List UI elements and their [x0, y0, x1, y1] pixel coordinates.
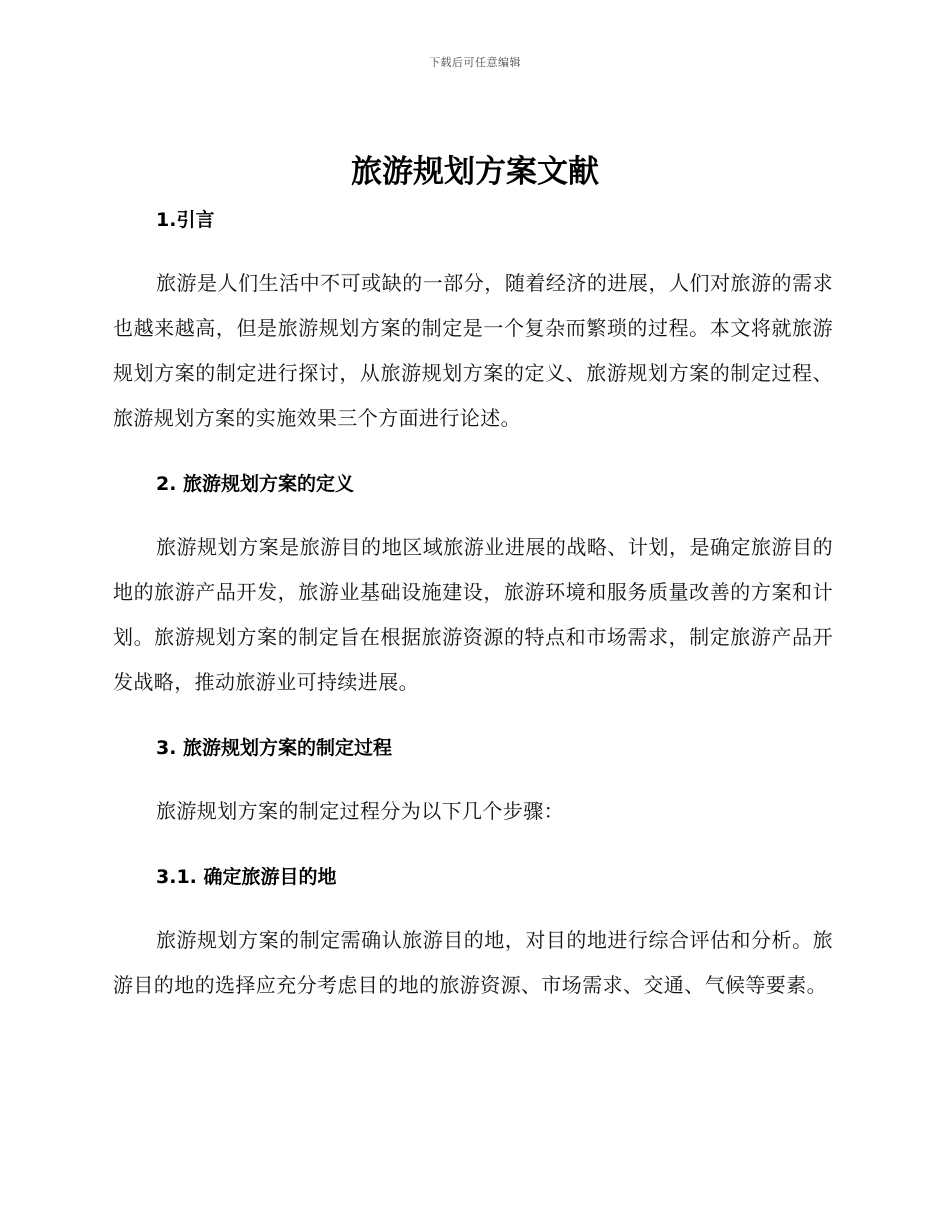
section-heading-process: 3. 旅游规划方案的制定过程	[156, 737, 393, 759]
paragraph-destination: 旅游规划方案的制定需确认旅游目的地，对目的地进行综合评估和分析。旅游目的地的选择应充分考虑目的地的旅游资源、市场需求、交通、气候等要素。	[113, 928, 833, 997]
paragraph-process: 旅游规划方案的制定过程分为以下几个步骤：	[156, 799, 564, 823]
paragraph-definition: 旅游规划方案是旅游目的地区域旅游业进展的战略、计划，是确定旅游目的地的旅游产品开发，旅游业基础设施建设，旅游环境和服务质量改善的方案和计划。旅游规划方案的制定旨在根据旅游资源的特点和市场需求，制定旅游产品开发战略，推动旅游业可持续进展。	[113, 535, 833, 694]
section-heading-introduction: 1.引言	[156, 209, 215, 231]
section-heading-definition: 2. 旅游规划方案的定义	[156, 473, 355, 495]
document-body	[113, 205, 833, 1008]
section-heading-destination: 3.1. 确定旅游目的地	[156, 866, 337, 888]
document-title: 旅游规划方案文献	[351, 154, 599, 190]
header-note: 下载后可任意编辑	[429, 56, 521, 69]
paragraph-introduction: 旅游是人们生活中不可或缺的一部分，随着经济的进展，人们对旅游的需求也越来越高，但是旅游规划方案的制定是一个复杂而繁琐的过程。本文将就旅游规划方案的制定进行探讨，从旅游规划方案的定义、旅游规划方案的制定过程、旅游规划方案的实施效果三个方面进行论述。	[113, 271, 833, 430]
